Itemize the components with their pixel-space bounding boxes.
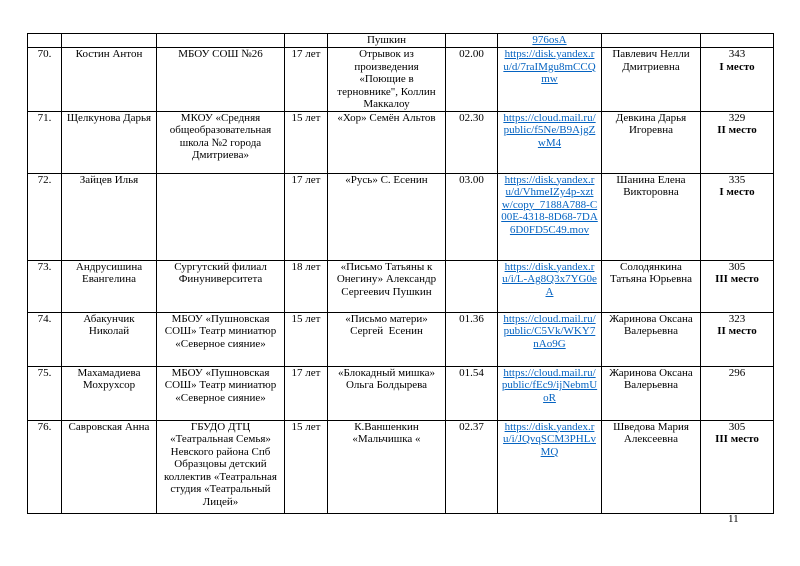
time-cell — [446, 34, 498, 48]
school-cell: ГБУДО ДТЦ «Театральная Семья» Невского района Спб Образцовы детский коллектив «Театральная студия «Театральный Лицей» — [157, 420, 285, 513]
piece-cell: Пушкин — [328, 34, 446, 48]
name-cell: Зайцев Илья — [62, 173, 157, 260]
piece-cell: «Письмо матери» Сергей Есенин — [328, 312, 446, 366]
age-cell: 15 лет — [285, 312, 328, 366]
link-cell — [498, 111, 602, 173]
video-link[interactable]: https://cloud.mail.ru/public/fEc9/ijNebmUoR — [501, 366, 598, 404]
score-value: 305 — [728, 260, 746, 273]
school-cell: МБОУ «Пушновская СОШ» Театр миниатюр «Северное сияние» — [157, 312, 285, 366]
piece-cell: «Письмо Татьяны к Онегину» Александр Сергеевич Пушкин — [328, 260, 446, 312]
video-link[interactable]: https://disk.yandex.ru/i/JQvqSCM3PHLvMQ — [503, 420, 596, 458]
teacher-cell: Солодянкина Татьяна Юрьевна — [602, 260, 701, 312]
age-cell: 15 лет — [285, 111, 328, 173]
piece-cell: «Русь» С. Есенин — [328, 173, 446, 260]
time-cell: 03.00 — [446, 173, 498, 260]
table-row — [28, 48, 774, 112]
score-cell — [701, 48, 774, 112]
place-label: I место — [719, 60, 755, 73]
num-cell — [28, 34, 62, 48]
score-value: 323 — [728, 312, 746, 325]
teacher-cell: Жаринова Оксана Валерьевна — [602, 366, 701, 420]
age-cell: 15 лет — [285, 420, 328, 513]
num-cell: 76. — [28, 420, 62, 513]
num-cell: 70. — [28, 48, 62, 112]
table-row — [28, 111, 774, 173]
score-cell — [701, 173, 774, 260]
name-cell: Андрусишина Евангелина — [62, 260, 157, 312]
piece-cell: «Блокадный мишка» Ольга Болдырева — [328, 366, 446, 420]
name-cell: Махамадиева Мохрухсор — [62, 366, 157, 420]
piece-cell: К.Ваншенкин «Мальчишка « — [328, 420, 446, 513]
table-row — [28, 366, 774, 420]
score-cell — [701, 420, 774, 513]
table-row — [28, 173, 774, 260]
place-label: I место — [719, 186, 755, 198]
link-cell — [498, 260, 602, 312]
score-value: 305 — [728, 420, 746, 433]
table-row — [28, 312, 774, 366]
name-cell: Савровская Анна — [62, 420, 157, 513]
num-cell: 71. — [28, 111, 62, 173]
video-link[interactable]: 976osA — [532, 34, 567, 46]
time-cell: 01.54 — [446, 366, 498, 420]
time-cell — [446, 260, 498, 312]
table-row — [28, 34, 774, 48]
age-cell: 17 лет — [285, 48, 328, 112]
video-link[interactable]: https://cloud.mail.ru/public/f5Ne/B9AjgZwM4 — [503, 111, 596, 149]
score-cell — [701, 111, 774, 173]
link-cell — [498, 173, 602, 260]
score-value: 343 — [728, 48, 746, 60]
link-cell — [498, 312, 602, 366]
teacher-cell — [602, 34, 701, 48]
link-cell — [498, 34, 602, 48]
score-cell — [701, 312, 774, 366]
time-cell: 02.00 — [446, 48, 498, 112]
page-number: 11 — [728, 513, 739, 525]
link-cell — [498, 366, 602, 420]
results-table — [27, 33, 774, 514]
age-cell — [285, 34, 328, 48]
score-cell — [701, 366, 774, 420]
num-cell: 75. — [28, 366, 62, 420]
age-cell: 17 лет — [285, 366, 328, 420]
table-row — [28, 420, 774, 513]
place-label: III место — [715, 433, 759, 445]
num-cell: 73. — [28, 260, 62, 312]
score-value: 335 — [728, 173, 746, 186]
age-cell: 18 лет — [285, 260, 328, 312]
teacher-cell: Жаринова Оксана Валерьевна — [602, 312, 701, 366]
school-cell — [157, 34, 285, 48]
name-cell — [62, 34, 157, 48]
place-label: III место — [715, 273, 759, 285]
time-cell: 02.30 — [446, 111, 498, 173]
place-label: II место — [717, 124, 757, 136]
score-cell — [701, 260, 774, 312]
teacher-cell: Девкина Дарья Игоревна — [602, 111, 701, 173]
school-cell: МБОУ «Пушновская СОШ» Театр миниатюр «Северное сияние» — [157, 366, 285, 420]
piece-cell: «Хор» Семён Альтов — [328, 111, 446, 173]
school-cell: МКОУ «Средняя общеобразовательная школа №2 города Дмитриева» — [157, 111, 285, 173]
teacher-cell: Шведова Мария Алексеевна — [602, 420, 701, 513]
table-row — [28, 260, 774, 312]
name-cell: Абакунчик Николай — [62, 312, 157, 366]
score-cell — [701, 34, 774, 48]
num-cell: 74. — [28, 312, 62, 366]
name-cell: Костин Антон — [62, 48, 157, 112]
video-link[interactable]: https://disk.yandex.ru/i/L-Ag8Q3x7YG0eA — [502, 260, 597, 298]
age-cell: 17 лет — [285, 173, 328, 260]
teacher-cell: Павлевич Нелли Дмитриевна — [602, 48, 701, 112]
video-link[interactable]: https://cloud.mail.ru/public/C5Vk/WKY7nAo9G — [503, 312, 596, 350]
link-cell — [498, 48, 602, 112]
score-value: 296 — [728, 366, 746, 379]
score-value: 329 — [728, 111, 746, 124]
school-cell: МБОУ СОШ №26 — [157, 48, 285, 112]
teacher-cell: Шанина Елена Викторовна — [602, 173, 701, 260]
school-cell — [157, 173, 285, 260]
name-cell: Щелкунова Дарья — [62, 111, 157, 173]
school-cell: Сургутский филиал Финуниверситета — [157, 260, 285, 312]
piece-cell: Отрывок из произведения «Поющие в терновнике", Коллин Маккалоу — [328, 48, 446, 112]
num-cell: 72. — [28, 173, 62, 260]
link-cell — [498, 420, 602, 513]
video-link[interactable]: https://disk.yandex.ru/d/VhmeIZy4p-xztw/copy_7188A788-C00E-4318-8D68-7DA6D0FD5C49.mov — [501, 173, 598, 236]
time-cell: 02.37 — [446, 420, 498, 513]
video-link[interactable]: https://disk.yandex.ru/d/7raIMgu8mCCQmw — [503, 48, 596, 85]
time-cell: 01.36 — [446, 312, 498, 366]
place-label: II место — [717, 325, 757, 337]
